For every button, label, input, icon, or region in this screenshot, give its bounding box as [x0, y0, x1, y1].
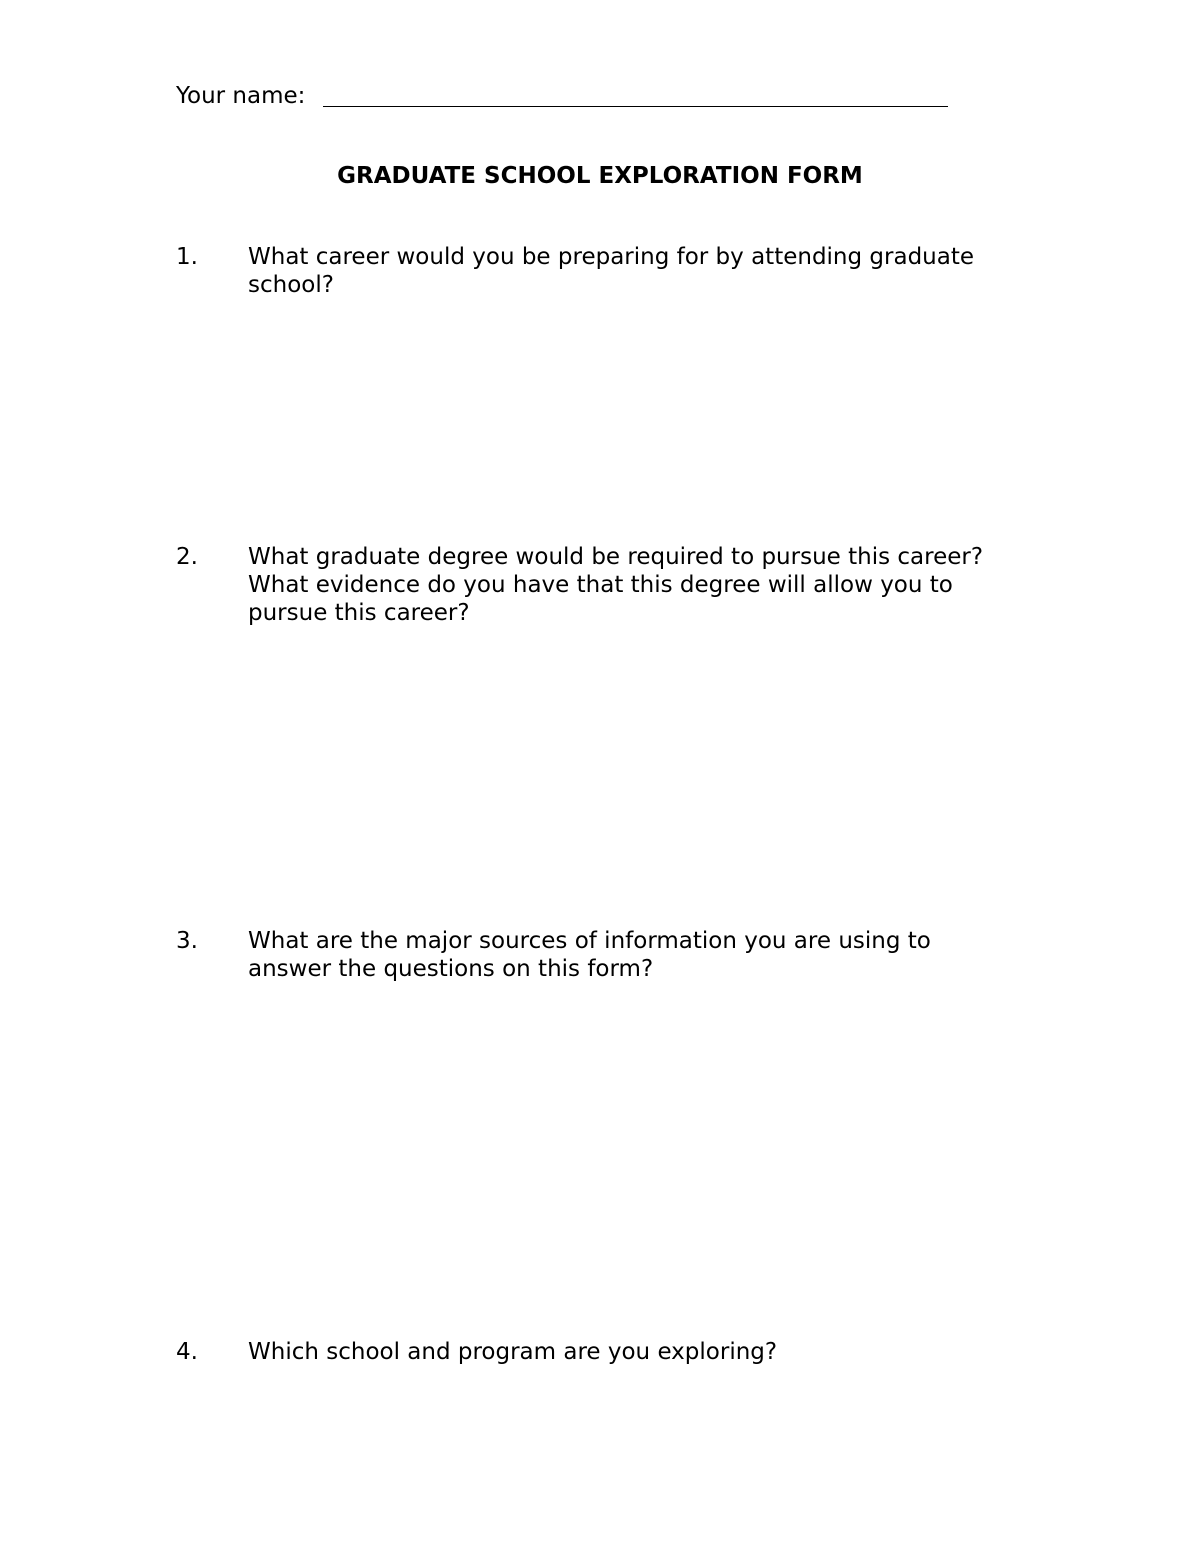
question-number: 4. — [176, 1339, 198, 1365]
question-text: Which school and program are you exploring? — [248, 1339, 778, 1365]
question-number: 3. — [176, 928, 198, 954]
question-text: What career would you be preparing for by attending graduate school? — [248, 244, 975, 298]
form-title: GRADUATE SCHOOL EXPLORATION FORM — [337, 163, 863, 189]
question-number: 1. — [176, 244, 198, 270]
name-field-blank-line[interactable] — [323, 106, 948, 107]
name-field-label: Your name: — [176, 83, 306, 109]
question-text: What are the major sources of information you are using to answer the questions on this form? — [248, 928, 931, 982]
question-number: 2. — [176, 544, 198, 570]
question-text: What graduate degree would be required to pursue this career? What evidence do you have that this degree will allow you to pursue this career? — [248, 544, 984, 626]
name-field-row — [176, 80, 966, 110]
